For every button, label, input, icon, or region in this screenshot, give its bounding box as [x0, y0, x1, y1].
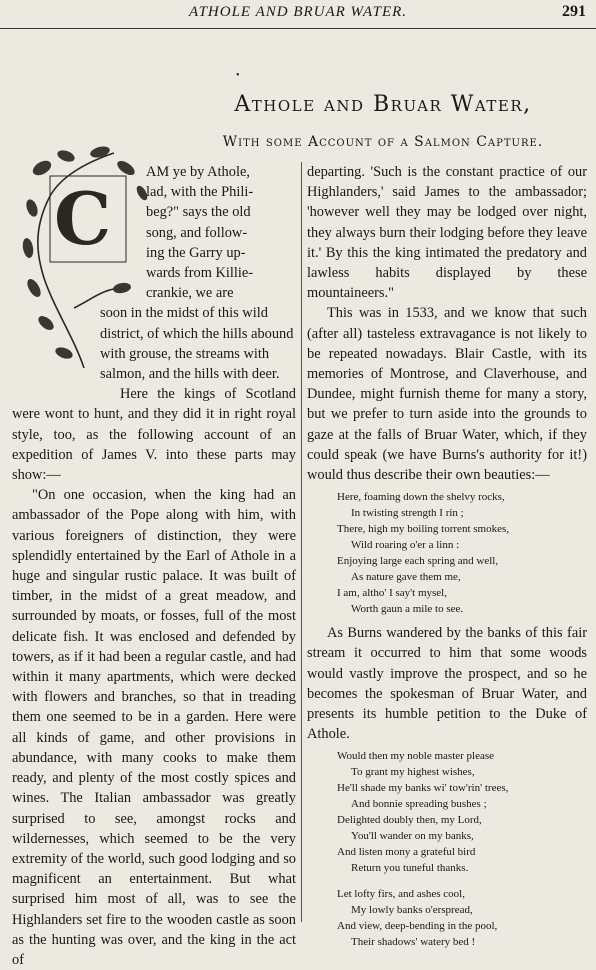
poem-stanza	[337, 489, 587, 617]
text-line: lad, with the Phili-	[146, 184, 254, 201]
text-line: district, of which the hills abound	[100, 325, 294, 342]
poem-line: Return you tuneful thanks.	[351, 862, 469, 875]
paragraph: departing. 'Such is the constant practice of our Highlanders,' said James to the ambassador; 'however well they may be lodged over night, they always burn their lodging before they leave it.' By this the king intimated the predatory and lawless habits displayed by these mountaineers."	[307, 164, 587, 302]
poem-line: Enjoying large each spring and well,	[337, 555, 499, 568]
poem-line: As nature gave them me,	[351, 571, 461, 584]
poem-line: In twisting strength I rin ;	[351, 507, 464, 520]
poem-line: Worth gaun a mile to see.	[351, 603, 464, 616]
text-line: soon in the midst of this wild	[100, 305, 268, 322]
poem-line: I am, altho' I say't mysel,	[337, 587, 447, 600]
text-line: wards from Killie-	[146, 265, 254, 282]
ornament-dot: •	[236, 70, 240, 81]
drop-cap-wrap-lines	[146, 162, 296, 303]
text-line: crankie, we are	[146, 285, 234, 302]
right-column	[307, 162, 587, 956]
drop-cap-letter: C	[54, 176, 112, 261]
paragraph: As Burns wandered by the banks of this fair stream it occurred to him that some woods would vastly improve the prospect, and so he becomes the spokesman of Bruar Water, and presents its humble petition to the Duke of Athole.	[307, 625, 587, 743]
poem-line: My lowly banks o'erspread,	[351, 904, 473, 917]
text-line: AM ye by Athole,	[146, 164, 250, 180]
poem-line: Wild roaring o'er a linn :	[351, 539, 460, 552]
text-line: ing the Garry up-	[146, 244, 246, 261]
paragraph: This was in 1533, and we know that such (after all) tasteless extravagance is not likely to be repeated nowadays. Blair Castle, with its memories of Montrose, and Claverhouse, and Dundee, might furnish theme for many a story, but we prefer to turn aside into the grounds to gaze at the falls of Bruar Water, which, if they could speak (we have Burns's authority for it!) would thus describe their own beauties:—	[307, 305, 587, 484]
poem-line: And listen mony a grateful bird	[337, 846, 476, 859]
poem-line: And view, deep-bending in the pool,	[337, 920, 498, 933]
text-line: with grouse, the streams with	[100, 345, 270, 362]
poem-line: Delighted doubly then, my Lord,	[337, 814, 482, 827]
column-divider	[301, 162, 302, 922]
text-line: beg?" says the old	[146, 204, 251, 221]
poem-stanza	[337, 748, 587, 950]
poem-line: Their shadows' watery bed !	[351, 936, 476, 949]
drop-cap-wrap-lines-2	[100, 303, 296, 384]
poem-line: Let lofty firs, and ashes cool,	[337, 888, 465, 901]
poem-line: You'll wander on my banks,	[351, 830, 474, 843]
poem-line: And bonnie spreading bushes ;	[351, 798, 487, 811]
paragraph: "On one occasion, when the king had an ambassador of the Pope along with him, with various foreigners of distinction, they were splendidly entertained by the Earl of Athole in a huge and singular rustic palace. It was built of timber, in the midst of a great meadow, and surrounded by moats, or fosses, full of the most delicate fish. It was enclosed and defended by towers, as if it had been a regular castle, and had within it many apartments, which were decked with flowers and branches, so that in treading them one seemed to be in a garden. Here were all kinds of game, and other provisions in abundance, with many cooks to make them ready, and plenty of the most costly spices and wines. The Italian ambassador was greatly surprised to see, amongst rocks and wildernesses, which seemed to be the very extremity of the world, such good lodging and so magnificent an entertainment. But what surprised him most of all, was to see the Highlanders set fire to the wooden castle as soon as the hunting was over, and the king in the act of	[12, 487, 296, 968]
article-subtitle: With some Account of a Salmon Capture.	[222, 134, 544, 150]
running-title: ATHOLE AND BRUAR WATER.	[188, 4, 408, 20]
text-line: song, and follow-	[146, 224, 248, 241]
poem-line: He'll shade my banks wi' tow'rin' trees,	[337, 782, 509, 795]
left-column	[12, 162, 296, 970]
poem-line: There, high my boiling torrent smokes,	[337, 523, 509, 536]
poem-line: Would then my noble master please	[337, 750, 495, 763]
poem-line: Here, foaming down the shelvy rocks,	[337, 491, 505, 504]
running-header	[0, 0, 596, 29]
page-number: 291	[562, 3, 586, 20]
article-title: Athole and Bruar Water,	[234, 92, 532, 117]
poem-line: To grant my highest wishes,	[351, 766, 475, 779]
text-line: salmon, and the hills with deer.	[100, 366, 280, 383]
paragraph: Here the kings of Scotland were wont to hunt, and they did it in right royal style, too, as the following account of an expedition of James V. into these parts may show:—	[12, 386, 296, 484]
